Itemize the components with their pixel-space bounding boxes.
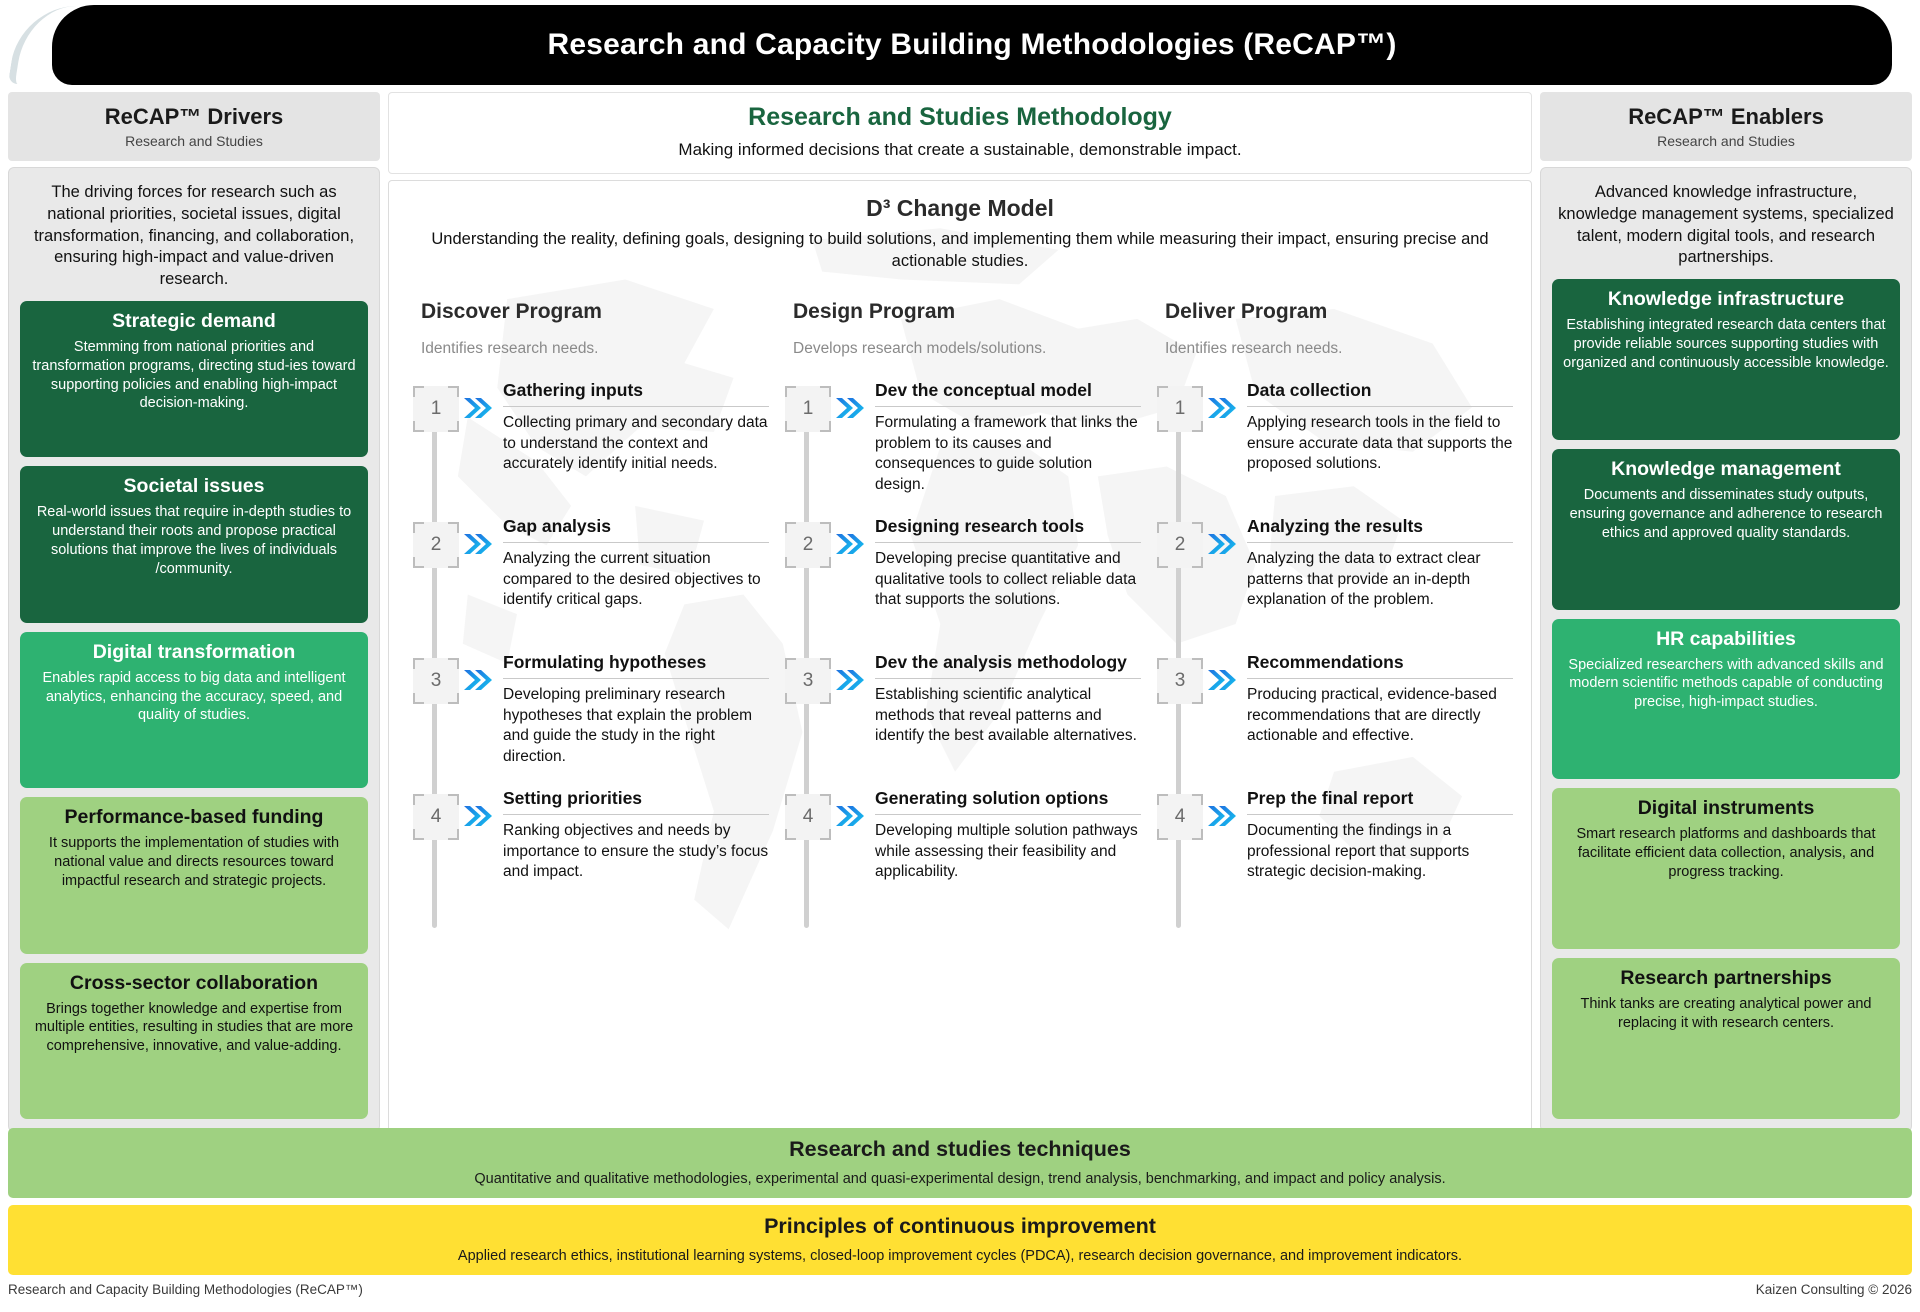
- drivers-body: [8, 167, 380, 1132]
- model-subtitle: Understanding the reality, defining goals, designing to build solutions, and implementing them while measuring their impact, ensuring precise and actionable studies.: [431, 230, 1489, 271]
- step-divider: [875, 406, 1141, 407]
- program-steps: [407, 380, 769, 924]
- methodology-column: [388, 92, 1532, 1132]
- step-text: Applying research tools in the field to ensure accurate data that supports the proposed solutions.: [1247, 414, 1513, 473]
- enablers-header: [1540, 92, 1912, 161]
- step-item[interactable]: [1157, 516, 1513, 652]
- step-item[interactable]: [1157, 652, 1513, 788]
- enabler-card[interactable]: [1552, 958, 1900, 1119]
- step-number-marker: [1157, 658, 1203, 704]
- step-content: [495, 788, 769, 883]
- enabler-card-text: Think tanks are creating analytical power and replacing it with research centers.: [1580, 996, 1872, 1032]
- methodology-subtitle: Making informed decisions that create a sustainable, demonstrable impact.: [678, 140, 1242, 159]
- step-title: Analyzing the results: [1247, 516, 1424, 537]
- principles-bar: [8, 1205, 1912, 1275]
- step-text: Establishing scientific analytical methods that reveal patterns and identify the best available alternatives.: [875, 686, 1137, 745]
- step-number: 3: [413, 658, 459, 704]
- techniques-bar: [8, 1128, 1912, 1198]
- double-chevron-icon: [461, 393, 495, 423]
- step-text: Formulating a framework that links the problem to its causes and consequences to guide solution design.: [875, 414, 1138, 494]
- step-divider: [875, 542, 1141, 543]
- step-number: 4: [1157, 794, 1203, 840]
- double-chevron-icon: [833, 665, 867, 695]
- enabler-card-title: Knowledge infrastructure: [1607, 288, 1845, 311]
- double-chevron-icon: [461, 529, 495, 559]
- step-number: 3: [1157, 658, 1203, 704]
- page-title: Research and Capacity Building Methodologies (ReCAP™): [547, 28, 1397, 61]
- methodology-body: [388, 180, 1532, 1132]
- driver-card-title: Digital transformation: [92, 640, 296, 663]
- step-content: [867, 516, 1141, 611]
- enabler-card-text: Documents and disseminates study outputs, ensuring governance and adherence to research ethics and approved quality standards.: [1569, 486, 1883, 541]
- enablers-subtitle: Research and Studies: [1657, 133, 1795, 149]
- program-note: Identifies research needs.: [421, 340, 599, 358]
- step-text: Analyzing the data to extract clear patterns that provide an in-depth explanation of the problem.: [1247, 550, 1481, 609]
- enablers-intro: Advanced knowledge infrastructure, knowledge management systems, specialized talent, modern digital tools, and research partnerships.: [1558, 183, 1894, 267]
- step-title: Dev the conceptual model: [875, 380, 1092, 401]
- methodology-header: [388, 92, 1532, 174]
- program-steps: [779, 380, 1141, 924]
- program-discover: [407, 300, 769, 924]
- step-text: Analyzing the current situation compared to the desired objectives to identify critical gaps.: [503, 550, 761, 609]
- step-item[interactable]: [785, 380, 1141, 516]
- step-number: 4: [785, 794, 831, 840]
- step-number-marker: [1157, 794, 1203, 840]
- main-band: [0, 92, 1920, 1132]
- program-deliver: [1151, 300, 1513, 924]
- step-item[interactable]: [785, 788, 1141, 924]
- step-title: Formulating hypotheses: [503, 652, 707, 673]
- double-chevron-icon: [1205, 393, 1239, 423]
- driver-card-text: Real-world issues that require in-depth studies to understand their roots and propose practical solutions that improve the lives of individuals /community.: [36, 504, 352, 577]
- methodology-title: Research and Studies Methodology: [748, 103, 1172, 131]
- techniques-text: Quantitative and qualitative methodologies, experimental and quasi-experimental design, trend analysis, benchmarking, and impact and policy analysis.: [474, 1171, 1446, 1187]
- step-number: 2: [785, 522, 831, 568]
- enablers-column: [1540, 92, 1912, 1132]
- step-divider: [503, 678, 769, 679]
- program-name: Design Program: [793, 300, 956, 324]
- step-number-marker: [1157, 386, 1203, 432]
- drivers-title: ReCAP™ Drivers: [104, 104, 284, 129]
- step-divider: [1247, 542, 1513, 543]
- step-title: Gap analysis: [503, 516, 611, 537]
- driver-card[interactable]: [20, 632, 368, 788]
- step-number-marker: [785, 386, 831, 432]
- step-number-marker: [413, 386, 459, 432]
- header-bar: [52, 5, 1892, 85]
- enablers-title: ReCAP™ Enablers: [1628, 104, 1824, 129]
- double-chevron-icon: [461, 801, 495, 831]
- drivers-column: [8, 92, 380, 1132]
- step-number: 2: [413, 522, 459, 568]
- step-number-marker: [413, 794, 459, 840]
- enabler-card-text: Establishing integrated research data centers that provide reliable sources supporting studies with organized and continuously accessible knowledge.: [1563, 317, 1889, 371]
- double-chevron-icon: [833, 393, 867, 423]
- drivers-header: [8, 92, 380, 161]
- program-note: Develops research models/solutions.: [793, 340, 1047, 358]
- step-item[interactable]: [785, 516, 1141, 652]
- double-chevron-icon: [1205, 665, 1239, 695]
- step-title: Prep the final report: [1247, 788, 1414, 809]
- step-text: Developing precise quantitative and qualitative tools to collect reliable data that supports the solutions.: [875, 550, 1137, 609]
- step-divider: [875, 814, 1141, 815]
- double-chevron-icon: [461, 665, 495, 695]
- step-number: 3: [785, 658, 831, 704]
- driver-card-text: Stemming from national priorities and transformation programs, directing stud-ies toward supporting policies and enabling high-impact decision-making.: [32, 338, 356, 412]
- step-number-marker: [785, 522, 831, 568]
- enabler-card[interactable]: [1552, 279, 1900, 440]
- step-text: Producing practical, evidence-based recommendations that are directly actionable and effective.: [1247, 686, 1497, 745]
- step-divider: [1247, 406, 1513, 407]
- step-title: Generating solution options: [875, 788, 1109, 809]
- step-text: Documenting the findings in a professional report that supports strategic decision-making.: [1247, 822, 1470, 881]
- principles-text: Applied research ethics, institutional learning systems, closed-loop improvement cycles (PDCA), research decision governance, and improvement indicators.: [457, 1248, 1463, 1264]
- step-content: [867, 788, 1141, 883]
- step-title: Dev the analysis methodology: [875, 652, 1127, 673]
- step-item[interactable]: [1157, 380, 1513, 516]
- enabler-card[interactable]: [1552, 449, 1900, 610]
- step-content: [867, 380, 1141, 495]
- driver-card[interactable]: [20, 301, 368, 457]
- enabler-card-title: Knowledge management: [1611, 457, 1841, 480]
- step-title: Data collection: [1247, 380, 1372, 401]
- step-content: [495, 380, 769, 475]
- step-item[interactable]: [413, 380, 769, 516]
- page-footer: [8, 1282, 1912, 1297]
- driver-card-title: Cross-sector collaboration: [69, 971, 319, 994]
- enabler-card[interactable]: [1552, 619, 1900, 780]
- step-text: Collecting primary and secondary data to understand the context and accurately identify initial needs.: [503, 414, 768, 473]
- step-content: [495, 652, 769, 767]
- driver-card-title: Performance-based funding: [64, 806, 324, 829]
- step-content: [867, 652, 1141, 747]
- drivers-subtitle: Research and Studies: [125, 133, 263, 149]
- enabler-card-title: HR capabilities: [1656, 627, 1796, 650]
- double-chevron-icon: [1205, 801, 1239, 831]
- step-text: Developing preliminary research hypotheses that explain the problem and guide the study in the right direction.: [503, 686, 753, 766]
- double-chevron-icon: [833, 801, 867, 831]
- step-number-marker: [1157, 522, 1203, 568]
- driver-card-text: Brings together knowledge and expertise from multiple entities, resulting in studies that are more comprehensive, innovative, and value-adding.: [34, 1000, 354, 1055]
- principles-title: Principles of continuous improvement: [764, 1214, 1156, 1238]
- step-content: [1239, 652, 1513, 747]
- program-steps: [1151, 380, 1513, 924]
- page-header: [0, 0, 1920, 88]
- step-number: 1: [413, 386, 459, 432]
- step-item[interactable]: [785, 652, 1141, 788]
- step-number: 1: [785, 386, 831, 432]
- step-number-marker: [413, 522, 459, 568]
- driver-card[interactable]: [20, 797, 368, 953]
- techniques-title: Research and studies techniques: [789, 1137, 1131, 1161]
- enabler-card[interactable]: [1552, 788, 1900, 949]
- step-item[interactable]: [413, 516, 769, 652]
- step-number-marker: [413, 658, 459, 704]
- step-item[interactable]: [413, 652, 769, 788]
- driver-card-text: It supports the implementation of studies with national value and directs resources toward impactful research and strategic projects.: [48, 835, 340, 889]
- step-number: 1: [1157, 386, 1203, 432]
- step-item[interactable]: [413, 788, 769, 924]
- step-title: Designing research tools: [875, 516, 1085, 537]
- step-divider: [503, 814, 769, 815]
- footer-right-text: Kaizen Consulting © 2026: [1755, 1282, 1912, 1297]
- step-text: Developing multiple solution pathways while assessing their feasibility and applicability.: [875, 822, 1138, 881]
- step-item[interactable]: [1157, 788, 1513, 924]
- model-title: D³ Change Model: [866, 195, 1054, 221]
- step-divider: [503, 542, 769, 543]
- double-chevron-icon: [1205, 529, 1239, 559]
- step-divider: [1247, 814, 1513, 815]
- step-divider: [1247, 678, 1513, 679]
- drivers-card-list: [20, 301, 368, 1119]
- enabler-card-title: Research partnerships: [1620, 967, 1832, 990]
- step-title: Recommendations: [1247, 652, 1404, 673]
- step-number-marker: [785, 794, 831, 840]
- double-chevron-icon: [833, 529, 867, 559]
- step-content: [1239, 788, 1513, 883]
- enabler-card-text: Specialized researchers with advanced skills and modern scientific methods capable of conducting precise, high-impact studies.: [1568, 656, 1884, 711]
- enabler-card-text: Smart research platforms and dashboards that facilitate efficient data collection, analysis, and progress tracking.: [1576, 826, 1876, 881]
- program-design: [779, 300, 1141, 924]
- enablers-body: [1540, 167, 1912, 1132]
- program-name: Deliver Program: [1165, 300, 1328, 324]
- program-note: Identifies research needs.: [1165, 340, 1343, 358]
- step-number-marker: [785, 658, 831, 704]
- step-text: Ranking objectives and needs by importance to ensure the study’s focus and impact.: [503, 822, 769, 881]
- step-title: Setting priorities: [503, 788, 643, 809]
- drivers-intro: The driving forces for research such as national priorities, societal issues, digital transformation, financing, and collaboration, ensuring high-impact and value-driven research.: [33, 183, 355, 289]
- footer-left-text: Research and Capacity Building Methodologies (ReCAP™): [8, 1282, 363, 1297]
- driver-card-text: Enables rapid access to big data and intelligent analytics, enhancing the accuracy, speed, and quality of studies.: [42, 669, 346, 724]
- driver-card[interactable]: [20, 963, 368, 1119]
- enablers-card-list: [1552, 279, 1900, 1119]
- step-number: 2: [1157, 522, 1203, 568]
- enabler-card-title: Digital instruments: [1637, 797, 1815, 820]
- driver-card-title: Strategic demand: [112, 309, 276, 332]
- step-divider: [503, 406, 769, 407]
- driver-card-title: Societal issues: [123, 475, 265, 498]
- step-content: [495, 516, 769, 611]
- program-columns: [407, 300, 1513, 924]
- step-title: Gathering inputs: [503, 380, 643, 401]
- step-number: 4: [413, 794, 459, 840]
- program-name: Discover Program: [421, 300, 602, 324]
- driver-card[interactable]: [20, 466, 368, 622]
- step-divider: [875, 678, 1141, 679]
- bottom-bars: [8, 1128, 1912, 1275]
- step-content: [1239, 380, 1513, 475]
- step-content: [1239, 516, 1513, 611]
